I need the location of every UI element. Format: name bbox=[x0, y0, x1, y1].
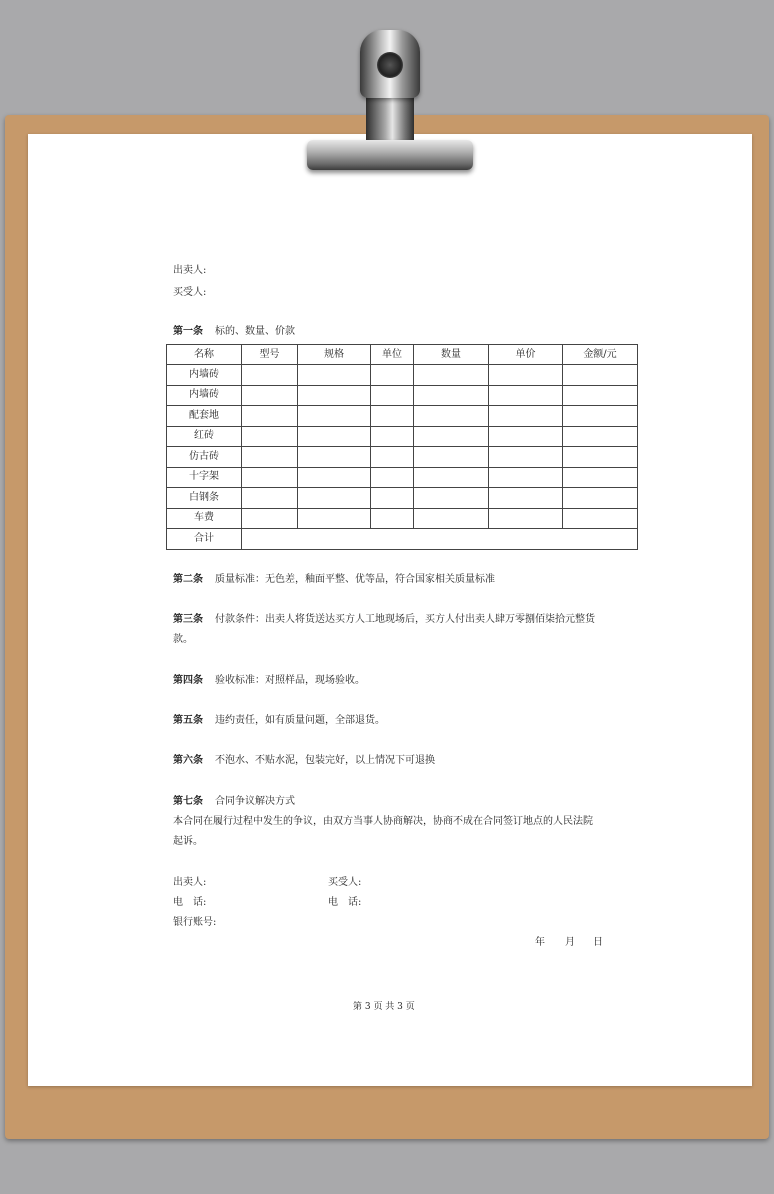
article-5-label: 第五条 bbox=[173, 715, 203, 726]
col-header: 名称 bbox=[167, 345, 242, 365]
article-3-continuation: 款。 bbox=[173, 634, 193, 645]
date-day: 日 bbox=[593, 937, 603, 948]
col-header: 单位 bbox=[371, 345, 414, 365]
buyer-label: 买受人: bbox=[173, 287, 207, 298]
table-row bbox=[167, 365, 638, 386]
article-3-label: 第三条 bbox=[173, 614, 203, 625]
article-7-label: 第七条 bbox=[173, 796, 203, 807]
item-name: 白钢条 bbox=[167, 488, 242, 509]
col-header: 单价 bbox=[489, 345, 563, 365]
table-row bbox=[167, 406, 638, 427]
item-name: 车费 bbox=[167, 508, 242, 529]
date-month: 月 bbox=[565, 937, 575, 948]
article-2 bbox=[173, 573, 495, 586]
clip-base bbox=[307, 140, 473, 170]
article-7-line-2: 本合同在履行过程中发生的争议，由双方当事人协商解决，协商不成在合同签订地点的人民法院 bbox=[173, 816, 593, 827]
article-3 bbox=[173, 613, 595, 626]
article-2-text: 质量标准：无色差，釉面平整、优等品，符合国家相关质量标准 bbox=[215, 574, 495, 585]
article-4-label: 第四条 bbox=[173, 675, 203, 686]
table-row bbox=[167, 447, 638, 468]
article-5 bbox=[173, 714, 385, 727]
article-4 bbox=[173, 674, 365, 687]
article-3-text: 付款条件：出卖人将货送达买方人工地现场后，买方人付出卖人肆万零捌佰柒拾元整货 bbox=[215, 614, 595, 625]
table-row bbox=[167, 385, 638, 406]
article-6 bbox=[173, 754, 435, 767]
item-name: 红砖 bbox=[167, 426, 242, 447]
clip-hole bbox=[377, 52, 403, 78]
sign-buyer-label: 买受人: bbox=[328, 877, 362, 888]
item-name: 十字架 bbox=[167, 467, 242, 488]
col-header: 规格 bbox=[298, 345, 371, 365]
article-1-label: 第一条 bbox=[173, 326, 203, 337]
sign-phone-right: 电 话: bbox=[328, 897, 362, 908]
col-header: 金额/元 bbox=[563, 345, 638, 365]
item-name: 内墙砖 bbox=[167, 385, 242, 406]
document-page bbox=[28, 134, 752, 1086]
table-row bbox=[167, 488, 638, 509]
page-number: 第 3 页 共 3 页 bbox=[353, 1002, 415, 1012]
sign-bank-label: 银行账号: bbox=[173, 917, 217, 928]
sign-seller-label: 出卖人: bbox=[173, 877, 207, 888]
col-header: 型号 bbox=[242, 345, 298, 365]
article-6-label: 第六条 bbox=[173, 755, 203, 766]
article-1 bbox=[173, 325, 295, 338]
article-6-text: 不泡水、不贴水泥，包装完好，以上情况下可退换 bbox=[215, 755, 435, 766]
items-table bbox=[166, 344, 638, 550]
article-7-line-3: 起诉。 bbox=[173, 836, 203, 847]
item-name: 配套地 bbox=[167, 406, 242, 427]
article-5-text: 违约责任，如有质量问题，全部退货。 bbox=[215, 715, 385, 726]
article-7-text: 合同争议解决方式 bbox=[215, 796, 295, 807]
table-header-row bbox=[167, 345, 638, 365]
table-row bbox=[167, 467, 638, 488]
table-row bbox=[167, 508, 638, 529]
item-name: 仿古砖 bbox=[167, 447, 242, 468]
article-2-label: 第二条 bbox=[173, 574, 203, 585]
sign-phone-left: 电 话: bbox=[173, 897, 207, 908]
table-total-row bbox=[167, 529, 638, 550]
col-header: 数量 bbox=[414, 345, 489, 365]
item-name: 内墙砖 bbox=[167, 365, 242, 386]
table-row bbox=[167, 426, 638, 447]
article-7 bbox=[173, 795, 295, 808]
total-label: 合计 bbox=[167, 529, 242, 550]
article-1-text: 标的、数量、价款 bbox=[215, 326, 295, 337]
date-year: 年 bbox=[535, 937, 545, 948]
seller-label: 出卖人: bbox=[173, 265, 207, 276]
article-4-text: 验收标准：对照样品，现场验收。 bbox=[215, 675, 365, 686]
